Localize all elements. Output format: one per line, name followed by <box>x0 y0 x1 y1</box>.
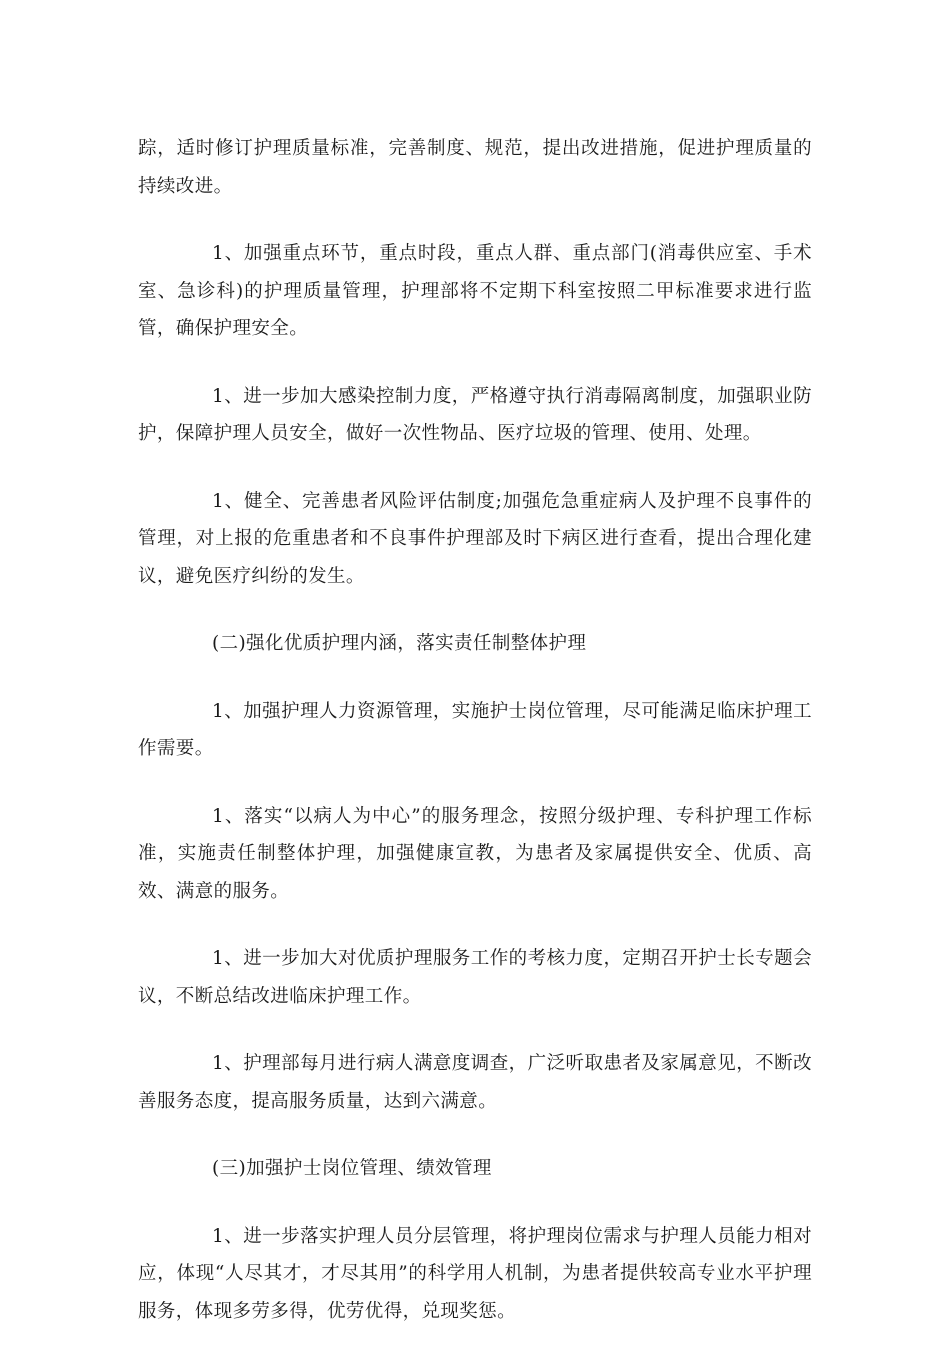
section-heading-2: (二)强化优质护理内涵，落实责任制整体护理 <box>212 633 587 654</box>
paragraph-assessment: 1、进一步加大对优质护理服务工作的考核力度，定期召开护士长专题会议，不断总结改进临床护理工作。 <box>138 948 812 1007</box>
paragraph-tiered-management: 1、进一步落实护理人员分层管理，将护理岗位需求与护理人员能力相对应，体现“人尽其才，才尽其用”的科学用人机制，为患者提供较高专业水平护理服务，体现多劳多得，优劳优得，兑现奖惩。 <box>138 1225 812 1322</box>
section-heading-3: (三)加强护士岗位管理、绩效管理 <box>212 1158 492 1179</box>
document-body <box>138 130 812 1360</box>
paragraph-risk-assessment: 1、健全、完善患者风险评估制度;加强危急重症病人及护理不良事件的管理，对上报的危重患者和不良事件护理部及时下病区进行查看，提出合理化建议，避免医疗纠纷的发生。 <box>138 490 812 587</box>
paragraph-key-areas: 1、加强重点环节，重点时段，重点人群、重点部门(消毒供应室、手术室、急诊科)的护理质量管理，护理部将不定期下科室按照二甲标准要求进行监管，确保护理安全。 <box>138 243 812 339</box>
paragraph-human-resources: 1、加强护理人力资源管理，实施护士岗位管理，尽可能满足临床护理工作需要。 <box>138 700 812 759</box>
paragraph-infection-control: 1、进一步加大感染控制力度，严格遵守执行消毒隔离制度，加强职业防护，保障护理人员安全，做好一次性物品、医疗垃圾的管理、使用、处理。 <box>138 385 812 444</box>
paragraph-patient-centered: 1、落实“以病人为中心”的服务理念，按照分级护理、专科护理工作标准，实施责任制整体护理，加强健康宣教，为患者及家属提供安全、优质、高效、满意的服务。 <box>138 805 812 902</box>
paragraph-satisfaction-survey: 1、护理部每月进行病人满意度调查，广泛听取患者及家属意见，不断改善服务态度，提高服务质量，达到六满意。 <box>138 1053 812 1112</box>
paragraph-continuation: 踪，适时修订护理质量标准，完善制度、规范，提出改进措施，促进护理质量的持续改进。 <box>138 138 812 197</box>
